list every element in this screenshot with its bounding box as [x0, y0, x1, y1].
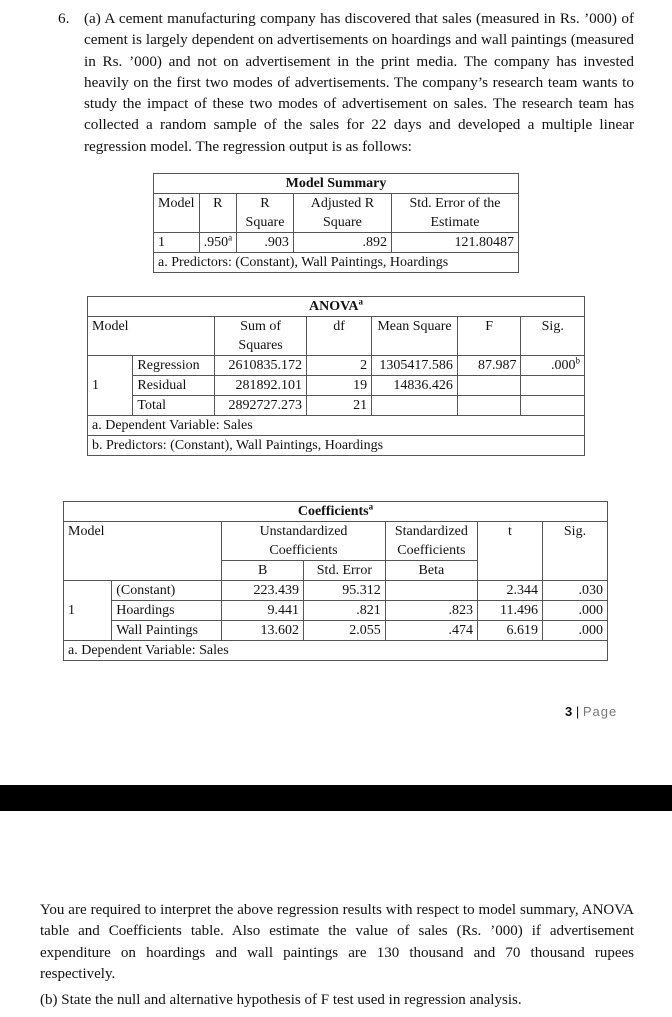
cell [372, 396, 458, 416]
cell [385, 581, 477, 601]
question-number: 6. [58, 10, 70, 27]
cell: 2 [307, 356, 372, 376]
table-note: a. Dependent Variable: Sales [88, 416, 585, 436]
cell: .030 [542, 581, 607, 601]
cell: 281892.101 [215, 376, 307, 396]
cell: .950$^a$ [199, 233, 237, 253]
col-header: t [477, 522, 542, 581]
cell: 121.80487 [391, 233, 518, 253]
table-note: a. Predictors: (Constant), Wall Paintings, Hoardings [154, 253, 519, 273]
cell: 1305417.586 [372, 356, 458, 376]
cell: .903 [237, 233, 294, 253]
table-row [64, 601, 608, 621]
model-summary-table [153, 173, 519, 273]
cell: 2.344 [477, 581, 542, 601]
coefficients-table [63, 501, 608, 661]
col-header: Unstandardized Coefficients [222, 522, 386, 561]
cell: Regression [133, 356, 215, 376]
col-header: df [307, 317, 372, 356]
cell: Total [133, 396, 215, 416]
col-header: R [199, 194, 237, 233]
cell: .474 [385, 621, 477, 641]
table-row [88, 396, 585, 416]
col-header: Sig. [521, 317, 585, 356]
col-header: B [222, 561, 304, 581]
cell [457, 376, 521, 396]
cell: 87.987 [457, 356, 521, 376]
cell: 9.441 [222, 601, 304, 621]
table-row [64, 581, 608, 601]
cell: 19 [307, 376, 372, 396]
cell: 13.602 [222, 621, 304, 641]
cell: (Constant) [112, 581, 222, 601]
col-header: R Square [237, 194, 294, 233]
part-b-text: (b) State the null and alternative hypothesis of F test used in regression analysis. [40, 992, 522, 1008]
cell: 6.619 [477, 621, 542, 641]
col-header: Standardized Coefficients [385, 522, 477, 561]
table-title: ANOVA$^a$ [88, 297, 585, 317]
cell: 1 [64, 581, 112, 641]
col-header: Sum of Squares [215, 317, 307, 356]
col-header: Std. Error of the Estimate [391, 194, 518, 233]
table-note: b. Predictors: (Constant), Wall Paintings, Hoardings [88, 436, 585, 456]
cell: 2892727.273 [215, 396, 307, 416]
cell: .821 [304, 601, 386, 621]
col-header: Mean Square [372, 317, 458, 356]
col-header: Std. Error [304, 561, 386, 581]
col-header: Beta [385, 561, 477, 581]
col-header: Model [64, 522, 222, 581]
cell: Residual [133, 376, 215, 396]
instructions-text: You are required to interpret the above regression results with respect to model summary, ANOVA table and Coefficients table. Also estimate the value of sales (Rs. ’000) if advertisement expenditure on hoardings and wall paintings are 130 thousand and 70 thousand rupees respectively. [40, 902, 634, 982]
table-note: a. Dependent Variable: Sales [64, 641, 608, 661]
anova-table [87, 296, 585, 456]
cell: 11.496 [477, 601, 542, 621]
cell: 2610835.172 [215, 356, 307, 376]
cell [521, 376, 585, 396]
question-6 [58, 8, 634, 157]
cell: .000 [542, 601, 607, 621]
table-row [88, 376, 585, 396]
page-number: 3 | Page [565, 704, 618, 719]
table-title: Coefficients$^a$ [64, 502, 608, 522]
cell: .000$^b$ [521, 356, 585, 376]
cell [457, 396, 521, 416]
cell: Hoardings [112, 601, 222, 621]
table-title: Model Summary [154, 174, 519, 194]
cell: Wall Paintings [112, 621, 222, 641]
question-text: (a) A cement manufacturing company has discovered that sales (measured in Rs. ’000) of cement is largely dependent on advertisements on hoardings and wall paintings (measured in Rs. ’000) and not on advertisement in the print media. The company has invested heavily on the first two modes of advertisements. The company’s research team wants to study the impact of these two modes of advertisement on sales. The research team has collected a random sample of the sales for 22 days and developed a multiple linear regression model. The regression output is as follows: [84, 10, 634, 155]
table-row [154, 233, 519, 253]
table-row [64, 621, 608, 641]
cell [521, 396, 585, 416]
cell: 1 [154, 233, 200, 253]
cell: .823 [385, 601, 477, 621]
cell: 223.439 [222, 581, 304, 601]
table-row [88, 356, 585, 376]
col-header: F [457, 317, 521, 356]
col-header: Model [154, 194, 200, 233]
cell: 21 [307, 396, 372, 416]
cell: 2.055 [304, 621, 386, 641]
cell: 14836.426 [372, 376, 458, 396]
cell: .000 [542, 621, 607, 641]
cell: 95.312 [304, 581, 386, 601]
col-header: Sig. [542, 522, 607, 581]
col-header: Adjusted R Square [293, 194, 391, 233]
col-header: Model [88, 317, 215, 356]
cell: 1 [88, 356, 133, 416]
page-divider [0, 785, 672, 811]
cell: .892 [293, 233, 391, 253]
